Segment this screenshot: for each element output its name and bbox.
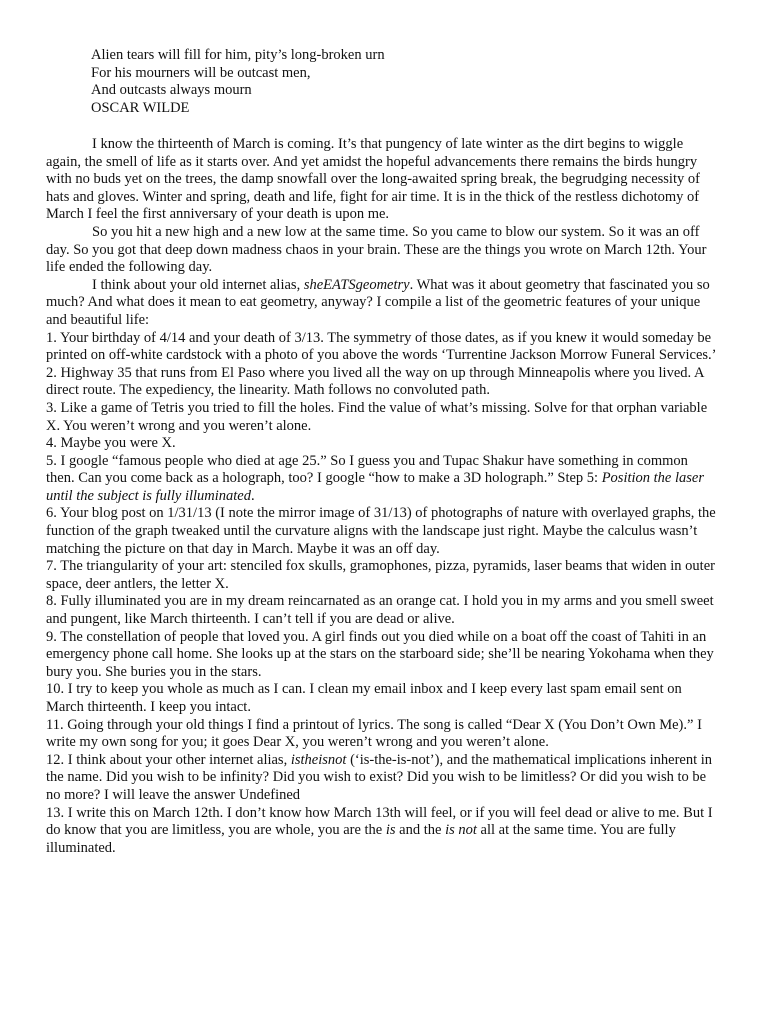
text-run: . What was it about geometry that fascinated you so much? And what does it mean to eat geometry, anyway? I compile a list of the geometric features of your unique and beautiful life: [46, 276, 710, 328]
paragraph: I know the thirteenth of March is coming. It’s that pungency of late winter as the dirt begins to wiggle again, the smell of life as it starts over. And yet amidst the hopeful advancements there remains the birds hungry with no buds yet on the trees, the damp snowfall over the long-awaited spring break, the begrudging necessity of hats and gloves. Winter and spring, death and life, fight for air time. It is in the thick of the restless dichotomy of March I feel the first anniversary of your death is upon me. [46, 136, 700, 223]
text-run: 13. I write this on March 12th. I don’t know how March 13th will feel, or if you will feel dead or alive to me. But I do know that you are limitless, you are whole, you are the [46, 804, 713, 839]
alias-text: sheEATSgeometry [303, 276, 410, 293]
italic-text: is [385, 822, 396, 839]
list-item: 2. Highway 35 that runs from El Paso where you lived all the way on up through Minneapolis where you lived. A direct route. The expediency, the linearity. Math follows no convoluted path. [46, 364, 704, 399]
list-item: 4. Maybe you were X. [46, 435, 176, 452]
text-run: . [251, 487, 255, 504]
list-item [46, 453, 720, 506]
list-item: 11. Going through your old things I find a printout of lyrics. The song is called “Dear X (You Don’t Own Me).” I write my own song for you; it goes Dear X, you weren’t wrong and you weren’t alone. [46, 716, 702, 751]
list-item: 3. Like a game of Tetris you tried to fill the holes. Find the value of what’s missing. Solve for that orphan variable X. You weren’t wrong and you weren’t alone. [46, 399, 708, 434]
list-item: 10. I try to keep you whole as much as I can. I clean my email inbox and I keep every last spam email sent on March thirteenth. I keep you intact. [46, 681, 682, 715]
alias-text: istheisnot [290, 751, 347, 768]
epigraph-line: Alien tears will fill for him, pity’s long-broken urn [91, 47, 385, 63]
list-item: 7. The triangularity of your art: stenciled fox skulls, gramophones, pizza, pyramids, laser beams that widen in outer space, deer antlers, the letter X. [46, 558, 715, 592]
essay-body [46, 136, 720, 857]
text-run: (‘is-the-is-not’), and the mathematical implications inherent in the name. Did you wish to be infinity? Did you wish to exist? Did you wish to be limitless? Or did you wish to be no more? I will leave the answer Undefined [46, 751, 713, 803]
epigraph-author: OSCAR WILDE [91, 99, 190, 116]
list-item: 6. Your blog post on 1/31/13 (I note the mirror image of 31/13) of photographs of nature with overlayed graphs, the function of the graph tweaked until the curvature aligns with the landscape just right. Maybe the calculus wasn’t matching the picture on that day in March. Maybe it was an off day. [46, 505, 716, 557]
epigraph-line: For his mourners will be outcast men, [91, 64, 311, 81]
text-run: all at the same time. You are fully illuminated. [46, 822, 676, 856]
text-run: 5. I google “famous people who died at age 25.” So I guess you and Tupac Shakur have something in common then. Can you come back as a holograph, too? I google “how to make a 3D holograph.” Step 5: [46, 452, 688, 487]
list-item [46, 805, 720, 858]
italic-text: Position the laser until the subject is fully illuminated [46, 470, 704, 504]
paragraph [46, 277, 720, 330]
text-run: and the [395, 822, 446, 839]
epigraph-line: And outcasts always mourn [91, 82, 252, 99]
list-item: 1. Your birthday of 4/14 and your death of 3/13. The symmetry of those dates, as if you knew it would someday be printed on off-white cardstock with a photo of you above the words ‘Turrentine Jackson Morrow Funeral Services.’ [46, 329, 717, 364]
paragraph: So you hit a new high and a new low at the same time. So you came to blow our system. So it was an off day. So you got that deep down madness chaos in your brain. These are the things you wrote on March 12th. Your life ended the following day. [46, 223, 707, 276]
list-item: 9. The constellation of people that loved you. A girl finds out you died while on a boat off the coast of Tahiti in an emergency phone call home. She looks up at the stars on the starboard side; she’ll be nearing Yokohama when they bury you. She buries you in the stars. [46, 628, 714, 680]
text-run: I think about your old internet alias, [92, 276, 304, 293]
list-item: 8. Fully illuminated you are in my dream reincarnated as an orange cat. I hold you in my arms and you smell sweet and pungent, like March thirteenth. I can’t tell if you are dead or alive. [46, 593, 714, 628]
list-item [46, 752, 720, 805]
epigraph [91, 47, 691, 117]
text-run: 12. I think about your other internet alias, [46, 751, 291, 768]
italic-text: is not [445, 822, 477, 839]
